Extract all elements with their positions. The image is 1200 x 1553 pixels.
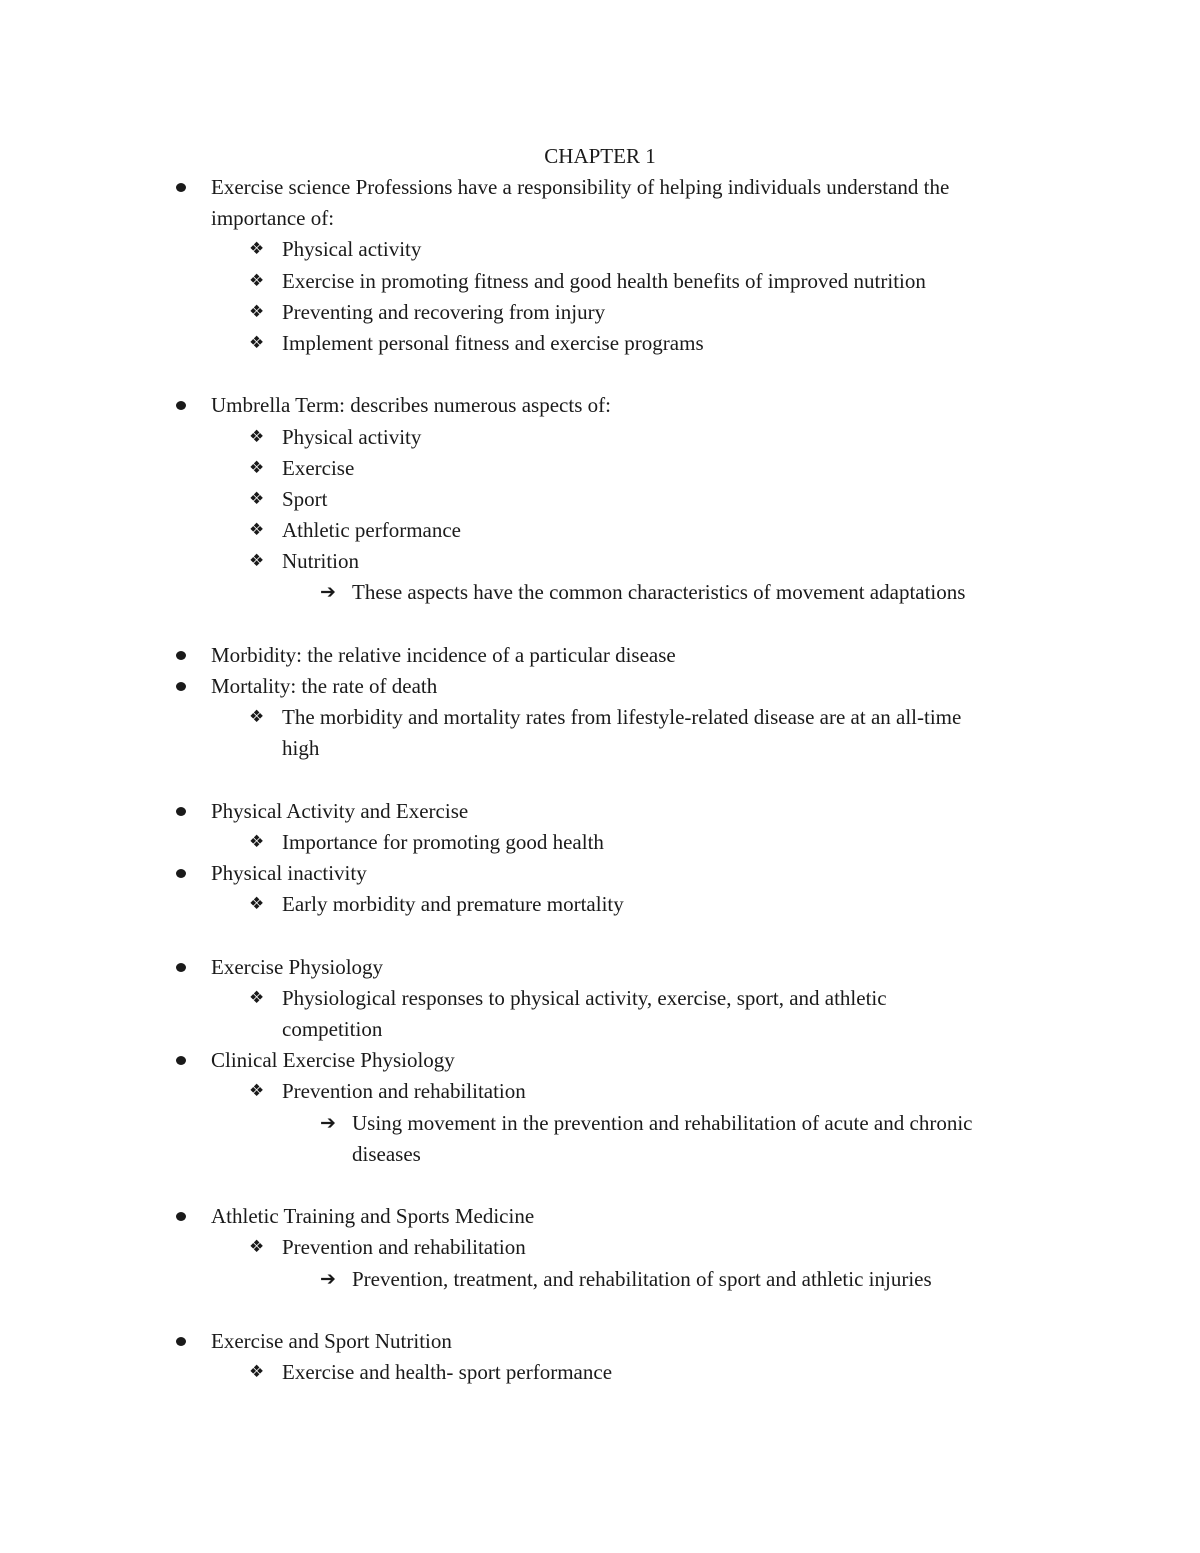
list-item-text: Mortality: the rate of death [211, 674, 438, 698]
diamond-bullet-icon: ❖ [249, 301, 265, 322]
diamond-bullet-icon: ❖ [249, 1081, 265, 1102]
sub-sub-list-item-text: Prevention, treatment, and rehabilitation of sport and athletic injuries [352, 1266, 932, 1291]
sub-sub-list-item-text: These aspects have the common characteristics of movement adaptations [352, 580, 966, 605]
diamond-bullet-icon: ❖ [249, 239, 265, 260]
sub-list-item-text: Early morbidity and premature mortality [282, 892, 624, 917]
list-item [0, 1045, 1200, 1076]
arrow-right-icon: ➔ [320, 1267, 336, 1290]
diamond-bullet-icon: ❖ [249, 551, 265, 572]
bullet-icon [176, 651, 186, 660]
list-item [0, 390, 1200, 421]
sub-list-item-text: Physical activity [282, 237, 422, 262]
sub-list-item-text: Athletic performance [282, 518, 461, 543]
blank-line [0, 359, 1200, 390]
sub-list-item-text: Importance for promoting good health [282, 829, 604, 854]
bullet-icon [176, 1212, 186, 1221]
list-item-text: Clinical Exercise Physiology [211, 1048, 455, 1073]
list-item-text: Physical Activity and Exercise [211, 798, 469, 823]
sub-list-item-text: Implement personal fitness and exercise programs [282, 330, 704, 355]
bullet-icon [176, 682, 186, 691]
blank-line [0, 921, 1200, 952]
list-item [0, 952, 1200, 983]
list-item [0, 1201, 1200, 1232]
sub-list-item [0, 422, 1200, 453]
list-item [0, 640, 1200, 671]
bullet-icon [176, 869, 186, 878]
sub-list-item-continuation [0, 1014, 1200, 1045]
bullet-icon [176, 401, 186, 410]
arrow-right-icon: ➔ [320, 1111, 336, 1134]
list-item [0, 796, 1200, 827]
list-item-text: Exercise and Sport Nutrition [211, 1328, 452, 1353]
bullet-icon [176, 1056, 186, 1065]
list-item [0, 858, 1200, 889]
list-item [0, 1326, 1200, 1357]
bullet-icon [176, 183, 186, 192]
diamond-bullet-icon: ❖ [249, 894, 265, 915]
blank-line [0, 1170, 1200, 1201]
sub-list-item [0, 453, 1200, 484]
list-item-text: Physical inactivity [211, 861, 367, 886]
blank-line [0, 609, 1200, 640]
sub-list-item [0, 234, 1200, 265]
bullet-icon [176, 963, 186, 972]
page-title: CHAPTER 1 [544, 144, 656, 168]
sub-list-item-text: The morbidity and mortality rates from lifestyle-related disease are at an all-time [282, 705, 962, 730]
list-item [0, 671, 1200, 702]
sub-sub-list-item [0, 577, 1200, 608]
diamond-bullet-icon: ❖ [249, 1237, 265, 1258]
diamond-bullet-icon: ❖ [249, 1362, 265, 1383]
sub-list-item [0, 328, 1200, 359]
sub-list-item [0, 1357, 1200, 1388]
diamond-bullet-icon: ❖ [249, 987, 265, 1008]
sub-list-item [0, 266, 1200, 297]
list-item-text: Morbidity: the relative incidence of a particular disease [211, 642, 676, 667]
sub-list-item-text: Physiological responses to physical activity, exercise, sport, and athletic [282, 985, 887, 1010]
sub-list-item [0, 1232, 1200, 1263]
bullet-icon [176, 807, 186, 816]
diamond-bullet-icon: ❖ [249, 520, 265, 541]
sub-list-item-continuation [0, 733, 1200, 764]
blank-line [0, 1295, 1200, 1326]
sub-list-item-text: Prevention and rehabilitation [282, 1235, 526, 1260]
sub-list-item [0, 827, 1200, 858]
sub-list-item [0, 546, 1200, 577]
diamond-bullet-icon: ❖ [249, 332, 265, 353]
diamond-bullet-icon: ❖ [249, 457, 265, 478]
sub-list-item [0, 484, 1200, 515]
list-item-text: Exercise Physiology [211, 954, 384, 979]
sub-list-item [0, 889, 1200, 920]
sub-list-item [0, 515, 1200, 546]
list-item-text: Exercise science Professions have a responsibility of helping individuals understand the [211, 175, 950, 199]
list-item-text: importance of: [211, 206, 335, 231]
sub-list-item-text: Nutrition [282, 549, 359, 574]
sub-sub-list-item [0, 1108, 1200, 1139]
diamond-bullet-icon: ❖ [249, 831, 265, 852]
sub-list-item-text: high [282, 736, 320, 761]
diamond-bullet-icon: ❖ [249, 270, 265, 291]
notes-list [0, 172, 1200, 1388]
list-item-text: Umbrella Term: describes numerous aspects of: [211, 393, 611, 418]
list-item-text: Athletic Training and Sports Medicine [211, 1204, 535, 1229]
diamond-bullet-icon: ❖ [249, 488, 265, 509]
blank-line [0, 765, 1200, 796]
sub-list-item-text: Sport [282, 486, 328, 511]
sub-list-item-text: Preventing and recovering from injury [282, 299, 606, 324]
sub-sub-list-item-text: diseases [352, 1141, 421, 1166]
sub-list-item [0, 297, 1200, 328]
sub-list-item [0, 702, 1200, 733]
diamond-bullet-icon: ❖ [249, 707, 265, 728]
sub-list-item-text: Exercise and health- sport performance [282, 1360, 613, 1385]
sub-list-item-text: Exercise [282, 455, 355, 480]
diamond-bullet-icon: ❖ [249, 426, 265, 447]
sub-list-item-text: Physical activity [282, 424, 422, 449]
bullet-icon [176, 1337, 186, 1346]
sub-list-item [0, 983, 1200, 1014]
sub-list-item-text: Exercise in promoting fitness and good health benefits of improved nutrition [282, 268, 926, 293]
sub-list-item-text: competition [282, 1017, 383, 1042]
sub-sub-list-item-continuation [0, 1139, 1200, 1170]
list-item-continuation [0, 203, 1200, 234]
arrow-right-icon: ➔ [320, 581, 336, 604]
sub-list-item [0, 1076, 1200, 1107]
sub-sub-list-item-text: Using movement in the prevention and rehabilitation of acute and chronic [352, 1110, 973, 1135]
sub-list-item-text: Prevention and rehabilitation [282, 1079, 526, 1104]
list-item [0, 172, 1200, 203]
sub-sub-list-item [0, 1264, 1200, 1295]
